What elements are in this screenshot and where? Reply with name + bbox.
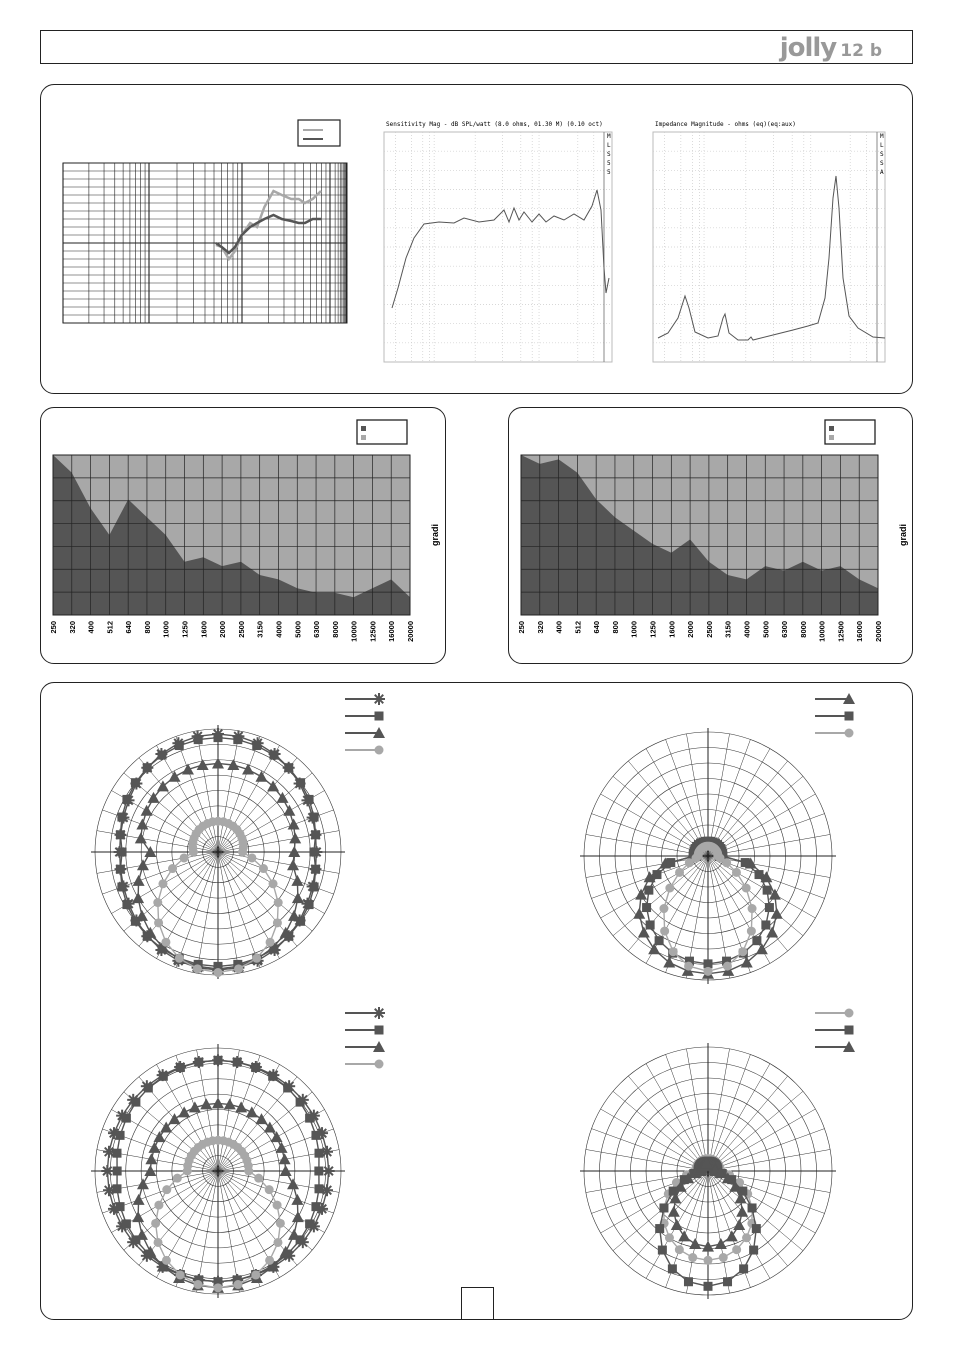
disp-tick-label: 2500: [236, 621, 246, 638]
polar-marker-square: [122, 900, 131, 909]
polar-marker-square: [284, 763, 293, 772]
side-letter: M: [880, 133, 884, 140]
disp-tick-label: 1250: [648, 621, 658, 638]
disp-legend-swatch-dark-r: [829, 426, 834, 431]
polar-marker-triangle: [169, 1113, 181, 1124]
polar-marker-square: [233, 1058, 242, 1067]
polar-marker-square: [314, 1167, 323, 1176]
logo-model: 12 b: [840, 41, 882, 61]
polar-marker-triangle: [283, 805, 295, 816]
polar-marker-circle: [234, 964, 243, 973]
disp-tick-label: 640: [124, 621, 134, 634]
polar-marker-square: [666, 858, 675, 867]
polar-marker-square: [118, 848, 127, 857]
polar-marker-triangle: [132, 1211, 144, 1222]
freq-legend-box: [298, 120, 340, 146]
polar-marker-triangle: [153, 1131, 165, 1142]
polar-marker-triangle: [169, 771, 181, 782]
polar-charts: [40, 682, 912, 1318]
polar-marker-square: [655, 936, 664, 945]
polar-marker-circle: [747, 927, 756, 936]
polar-marker-square: [214, 1056, 223, 1065]
polar-marker-circle: [259, 864, 268, 873]
polar-marker-triangle: [133, 875, 145, 886]
polar-marker-circle: [168, 864, 177, 873]
polar-marker-circle: [265, 1256, 274, 1265]
polar-marker-square: [116, 1131, 125, 1140]
disp-tick-label: 10000: [349, 621, 359, 642]
polar-marker-circle: [252, 954, 261, 963]
disp-legend-box-left: [357, 420, 407, 444]
polar-marker-square: [761, 920, 770, 929]
polar-marker-triangle: [132, 892, 144, 903]
disp-tick-label: 10000: [817, 621, 827, 642]
polar-marker-circle: [173, 1174, 182, 1183]
polar-marker-square: [749, 1246, 758, 1255]
dispersion-ylabel-left: gradi: [430, 523, 440, 547]
disp-tick-label: 3150: [723, 621, 733, 638]
freq-grid: [63, 163, 347, 323]
disp-tick-label: 4000: [742, 621, 752, 638]
polar-marker-square: [176, 1063, 185, 1072]
disp-tick-label: 2500: [704, 621, 714, 638]
polar-marker-circle: [162, 1185, 171, 1194]
polar-marker-circle: [273, 918, 282, 927]
polar-marker-triangle: [678, 1230, 690, 1241]
polar-marker-circle: [675, 868, 684, 877]
polar-marker-square: [117, 882, 126, 891]
disp-tick-label: 1600: [667, 621, 677, 638]
polar-marker-square: [116, 1202, 125, 1211]
polar-marker-circle: [684, 962, 693, 971]
polar-marker-square: [375, 1026, 384, 1035]
disp-tick-label: 250: [49, 621, 58, 634]
polar-marker-circle: [660, 927, 669, 936]
polar-marker-circle: [688, 1253, 697, 1262]
side-letter: 5: [607, 169, 611, 176]
polar-marker-square: [144, 1083, 153, 1092]
polar-marker-square: [122, 795, 131, 804]
disp-tick-label: 1250: [180, 621, 190, 638]
polar-marker-square: [305, 900, 314, 909]
polar-marker-triangle: [246, 1106, 258, 1117]
polar-marker-square: [296, 778, 305, 787]
frequency-response-chart: [55, 118, 355, 333]
polar-marker-circle: [669, 947, 678, 956]
brand-logo: [780, 33, 882, 63]
polar-marker-circle: [244, 1167, 253, 1176]
polar-marker-square: [194, 735, 203, 744]
polar-marker-circle: [251, 1270, 260, 1279]
polar-marker-square: [116, 830, 125, 839]
polar-marker-square: [269, 751, 278, 760]
disp-tick-label: 12500: [368, 621, 378, 642]
disp-tick-label: 12500: [836, 621, 846, 642]
polar-marker-circle: [151, 1219, 160, 1228]
polar-marker-square: [642, 903, 651, 912]
disp-tick-label: 5000: [761, 621, 771, 638]
disp-tick-label: 512: [105, 621, 115, 634]
polar-marker-circle: [732, 868, 741, 877]
polar-marker-square: [739, 1264, 748, 1273]
polar-marker-square: [305, 795, 314, 804]
disp-tick-label: 3150: [255, 621, 265, 638]
polar-marker-triangle: [736, 1206, 748, 1217]
polar-marker-square: [752, 936, 761, 945]
polar-marker-square: [375, 712, 384, 721]
polar-marker-square: [233, 735, 242, 744]
disp-tick-label: 400: [86, 621, 96, 634]
polar-marker-square: [131, 1098, 140, 1107]
polar-marker-square: [704, 1282, 713, 1291]
polar-marker-square: [311, 1202, 320, 1211]
polar-marker-triangle: [288, 1229, 300, 1240]
polar-marker-square: [755, 870, 764, 879]
polar-marker-circle: [665, 884, 674, 893]
polar-marker-circle: [214, 1283, 223, 1292]
disp-tick-label: 16000: [387, 621, 397, 642]
polar-marker-square: [644, 886, 653, 895]
polar-marker-square: [252, 741, 261, 750]
polar-marker-circle: [742, 1233, 751, 1242]
polar-marker-circle: [748, 904, 757, 913]
polar-marker-circle: [704, 967, 713, 976]
polar-marker-square: [763, 886, 772, 895]
polar-marker-triangle: [136, 910, 148, 921]
polar-marker-circle: [375, 1060, 384, 1069]
polar-marker-circle: [675, 1245, 684, 1254]
disp-legend-box-right: [825, 420, 875, 444]
disp-tick-label: 2000: [686, 621, 696, 638]
side-letter: S: [880, 160, 884, 167]
dispersion-chart-left: [49, 415, 442, 660]
polar-marker-circle: [276, 1219, 285, 1228]
polar-marker-square: [112, 1149, 121, 1158]
polar-marker-triangle: [255, 1113, 267, 1124]
polar-legend: [345, 693, 385, 755]
polar-marker-triangle: [141, 805, 153, 816]
polar-marker-circle: [704, 1256, 713, 1265]
polar-marker-circle: [193, 1280, 202, 1289]
polar-marker-square: [113, 1167, 122, 1176]
polar-marker-square: [296, 1098, 305, 1107]
side-letter: S: [607, 151, 611, 158]
polar-marker-square: [684, 1277, 693, 1286]
polar-marker-triangle: [148, 1142, 160, 1153]
polar-marker-triangle: [255, 771, 267, 782]
disp-tick-label: 1600: [199, 621, 209, 638]
polar-marker-triangle: [133, 1194, 145, 1205]
disp-tick-label: 8000: [798, 621, 808, 638]
polar-marker-square: [159, 1072, 168, 1081]
polar-legend: [815, 693, 855, 738]
polar-marker-square: [251, 1063, 260, 1072]
polar-marker-circle: [154, 1201, 163, 1210]
dispersion-chart-right: [517, 415, 910, 660]
disp-tick-label: 800: [142, 621, 152, 634]
disp-tick-label: 20000: [874, 621, 883, 642]
polar-marker-triangle: [242, 763, 254, 774]
polar-marker-triangle: [291, 1194, 303, 1205]
polar-marker-triangle: [212, 1097, 224, 1108]
polar-marker-circle: [208, 1136, 217, 1145]
side-letter: A: [880, 169, 884, 176]
polar-marker-triangle: [182, 763, 194, 774]
disp-tick-label: 400: [554, 621, 564, 634]
polar-marker-circle: [723, 962, 732, 971]
polar-marker-square: [741, 858, 750, 867]
disp-tick-label: 16000: [855, 621, 865, 642]
polar-marker-triangle: [276, 1142, 288, 1153]
polar-marker-triangle: [292, 1211, 304, 1222]
polar-marker-triangle: [292, 892, 304, 903]
polar-marker-square: [305, 1219, 314, 1228]
polar-marker-square: [122, 1219, 131, 1228]
polar-marker-circle: [265, 1185, 274, 1194]
polar-chart-2: [580, 728, 836, 984]
polar-marker-square: [752, 1224, 761, 1233]
impedance-chart: [653, 118, 898, 366]
side-letter: L: [607, 142, 611, 149]
polar-marker-square: [723, 1277, 732, 1286]
disp-tick-label: 320: [67, 621, 77, 634]
polar-marker-square: [311, 865, 320, 874]
disp-tick-label: 1000: [161, 621, 171, 638]
polar-marker-square: [311, 1131, 320, 1140]
polar-marker-square: [158, 751, 167, 760]
disp-tick-label: 6300: [780, 621, 790, 638]
polar-marker-circle: [154, 918, 163, 927]
polar-marker-triangle: [288, 910, 300, 921]
polar-marker-circle: [273, 1201, 282, 1210]
polar-marker-circle: [153, 898, 162, 907]
side-letter: 5: [607, 160, 611, 167]
polar-marker-triangle: [689, 1238, 701, 1249]
polar-marker-square: [659, 1203, 668, 1212]
polar-marker-circle: [266, 938, 275, 947]
polar-marker-circle: [732, 1245, 741, 1254]
polar-chart-4: [580, 1043, 836, 1299]
polar-marker-square: [748, 1203, 757, 1212]
disp-tick-label: 512: [573, 621, 583, 634]
polar-marker-square: [305, 1114, 314, 1123]
polar-marker-triangle: [136, 1229, 148, 1240]
polar-marker-triangle: [271, 1131, 283, 1142]
polar-marker-circle: [161, 938, 170, 947]
polar-marker-square: [668, 1264, 677, 1273]
disp-tick-label: 4000: [274, 621, 284, 638]
polar-marker-triangle: [212, 757, 224, 768]
disp-legend-swatch-light: [361, 435, 366, 440]
polar-marker-square: [315, 1184, 324, 1193]
polar-marker-triangle: [715, 1238, 727, 1249]
polar-marker-square: [122, 1114, 131, 1123]
polar-marker-circle: [208, 817, 217, 826]
polar-marker-square: [117, 813, 126, 822]
polar-marker-square: [765, 903, 774, 912]
polar-marker-circle: [738, 947, 747, 956]
polar-marker-circle: [845, 1009, 854, 1018]
polar-marker-circle: [719, 1253, 728, 1262]
polar-marker-square: [175, 741, 184, 750]
sensitivity-chart: [384, 118, 624, 366]
polar-marker-circle: [180, 853, 189, 862]
polar-marker-triangle: [726, 1230, 738, 1241]
page-header: [40, 30, 913, 64]
page-number-box: [461, 1287, 494, 1320]
side-letter: S: [880, 151, 884, 158]
polar-legend: [815, 1009, 855, 1053]
polar-marker-triangle: [291, 875, 303, 886]
polar-marker-square: [283, 1083, 292, 1092]
polar-marker-circle: [154, 1238, 163, 1247]
disp-tick-label: 1000: [629, 621, 639, 638]
polar-marker-square: [311, 830, 320, 839]
disp-tick-label: 800: [610, 621, 620, 634]
polar-marker-circle: [665, 1233, 674, 1242]
polar-marker-circle: [254, 1174, 263, 1183]
polar-marker-square: [309, 848, 318, 857]
polar-marker-triangle: [671, 1219, 683, 1230]
polar-chart-1: [91, 725, 345, 979]
polar-marker-square: [646, 920, 655, 929]
disp-tick-label: 20000: [406, 621, 415, 642]
polar-marker-circle: [273, 1238, 282, 1247]
polar-marker-circle: [722, 858, 731, 867]
polar-marker-square: [131, 778, 140, 787]
side-letter: L: [880, 142, 884, 149]
polar-marker-square: [315, 1149, 324, 1158]
disp-tick-label: 8000: [330, 621, 340, 638]
polar-marker-square: [310, 882, 319, 891]
disp-tick-label: 250: [517, 621, 526, 634]
polar-marker-square: [310, 813, 319, 822]
polar-marker-square: [845, 1026, 854, 1035]
polar-marker-square: [268, 1072, 277, 1081]
polar-marker-circle: [659, 904, 668, 913]
polar-marker-triangle: [668, 1206, 680, 1217]
polar-marker-circle: [158, 879, 167, 888]
polar-marker-triangle: [178, 1106, 190, 1117]
polar-marker-circle: [238, 848, 247, 857]
polar-marker-circle: [274, 898, 283, 907]
polar-marker-circle: [269, 879, 278, 888]
sensitivity-title: Sensitivity Mag - dB SPL/watt (8.0 ohms, 01.30 M) (0.10 oct): [386, 121, 603, 128]
disp-legend-swatch-dark: [361, 426, 366, 431]
dispersion-ylabel-right: gradi: [898, 523, 908, 547]
polar-marker-square: [655, 1224, 664, 1233]
polar-marker-square: [194, 1058, 203, 1067]
polar-legend: [345, 1007, 385, 1069]
polar-marker-circle: [176, 1270, 185, 1279]
polar-marker-circle: [375, 746, 384, 755]
polar-marker-triangle: [733, 1219, 745, 1230]
polar-marker-circle: [193, 964, 202, 973]
polar-marker-square: [214, 733, 223, 742]
polar-marker-square: [116, 865, 125, 874]
polar-marker-circle: [702, 842, 711, 851]
polar-marker-square: [845, 712, 854, 721]
polar-marker-circle: [247, 853, 256, 862]
polar-marker-circle: [162, 1256, 171, 1265]
disp-legend-swatch-light-r: [829, 435, 834, 440]
disp-tick-label: 5000: [293, 621, 303, 638]
polar-chart-3: [91, 1044, 345, 1298]
side-letter: M: [607, 133, 611, 140]
polar-marker-circle: [214, 968, 223, 977]
polar-marker-circle: [234, 1280, 243, 1289]
polar-marker-square: [112, 1184, 121, 1193]
polar-marker-square: [143, 763, 152, 772]
polar-marker-circle: [742, 884, 751, 893]
disp-tick-label: 2000: [218, 621, 228, 638]
disp-tick-label: 640: [592, 621, 602, 634]
disp-tick-label: 6300: [312, 621, 322, 638]
impedance-title: Impedance Magnitude - ohms (eq)(eq:aux): [655, 121, 796, 128]
polar-marker-circle: [175, 954, 184, 963]
polar-marker-circle: [845, 729, 854, 738]
disp-tick-label: 320: [535, 621, 545, 634]
polar-marker-square: [652, 870, 661, 879]
polar-marker-square: [658, 1246, 667, 1255]
logo-text: jolly: [779, 33, 837, 63]
